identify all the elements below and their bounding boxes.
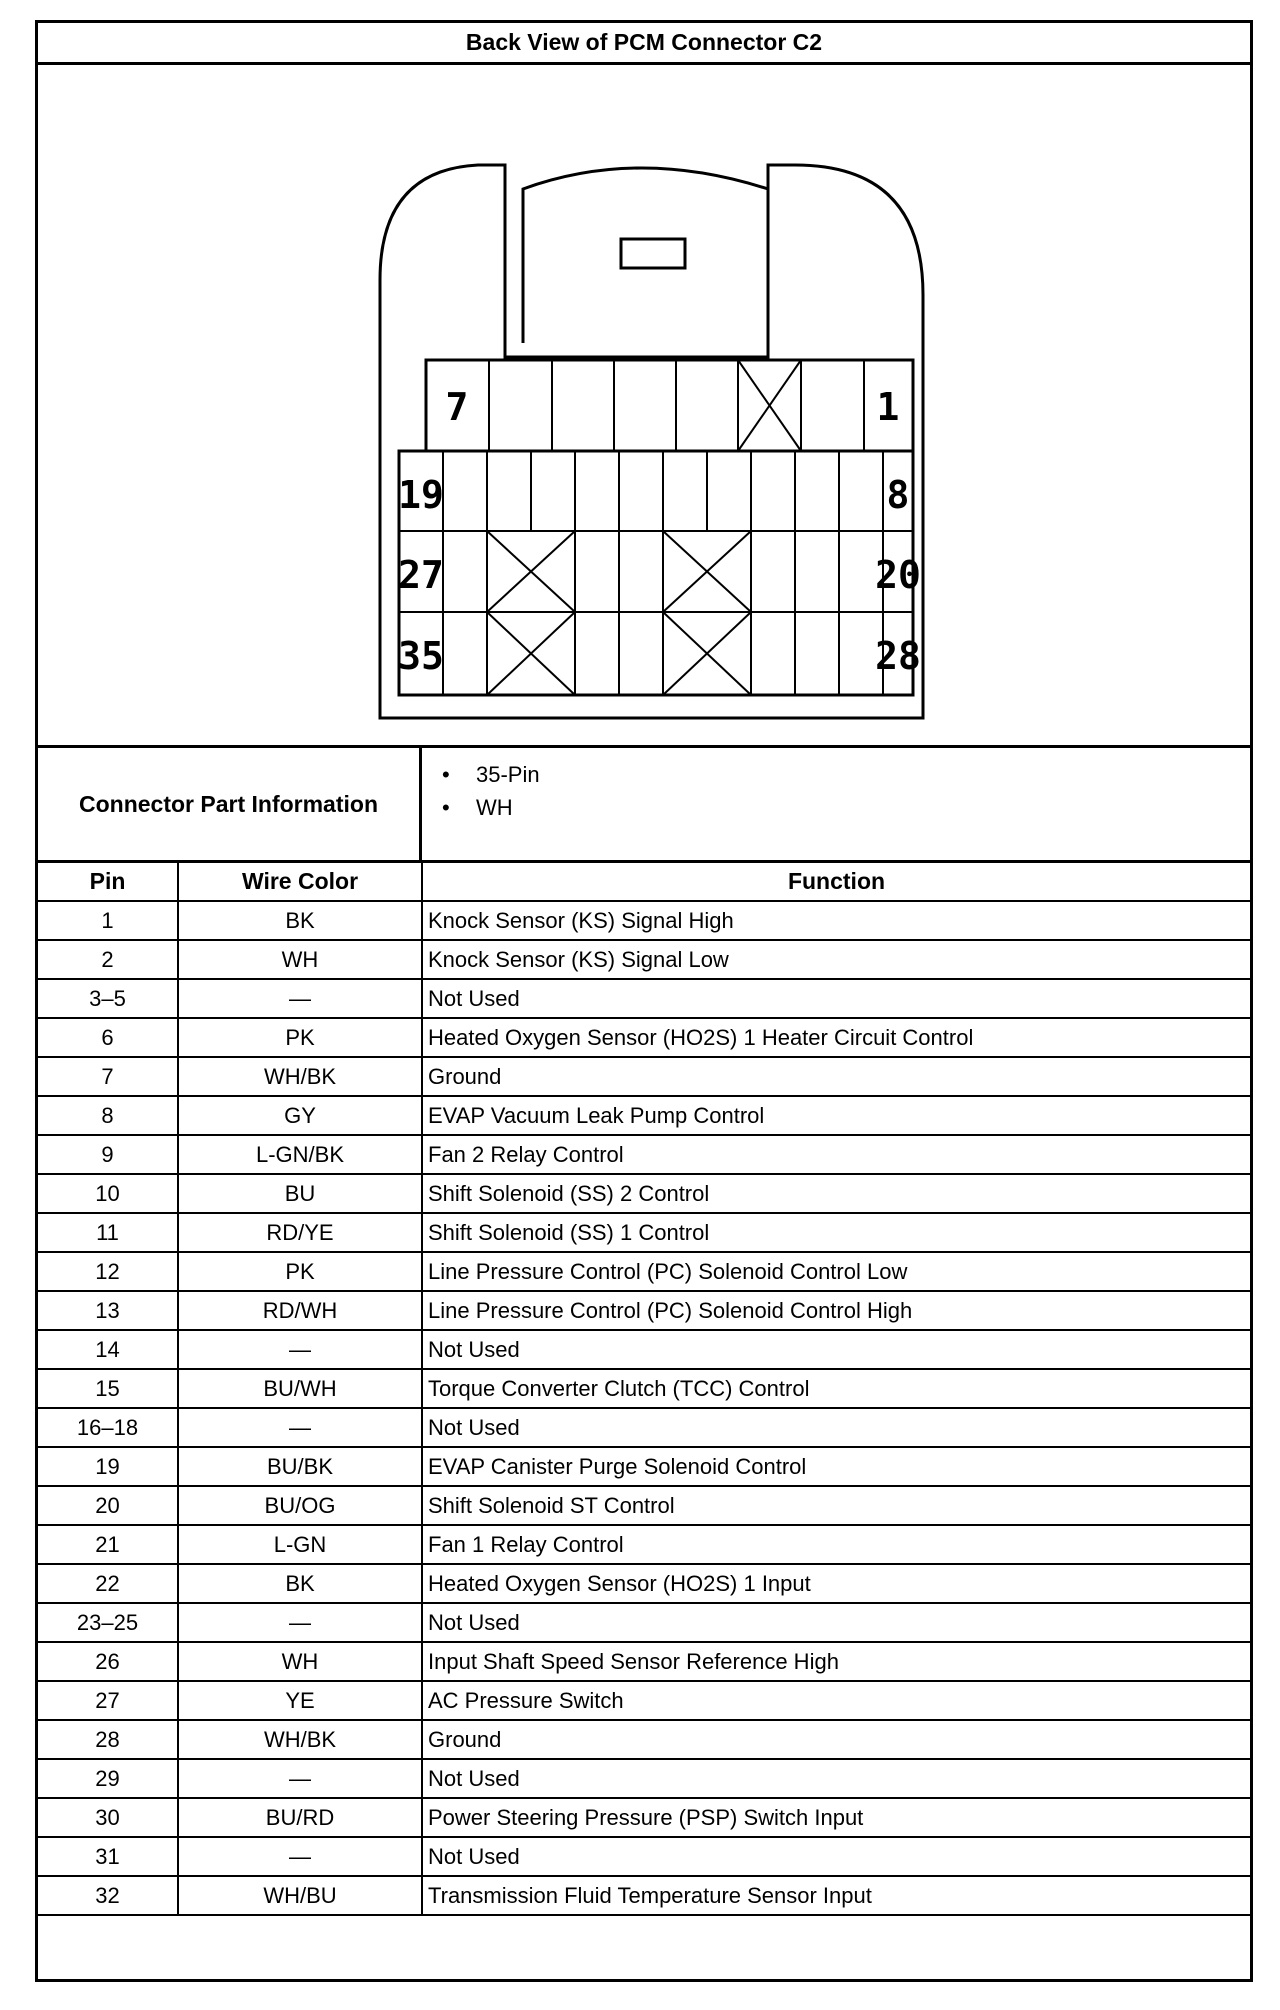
- table-row: [38, 1642, 1250, 1681]
- pin-cell: 29: [38, 1759, 178, 1798]
- table-row: [38, 1525, 1250, 1564]
- function-cell: Not Used: [422, 1837, 1250, 1876]
- function-cell: Ground: [422, 1057, 1250, 1096]
- connector-sheet: [35, 20, 1253, 1982]
- wire-color-cell: PK: [178, 1018, 422, 1057]
- header-pin: Pin: [38, 863, 178, 901]
- table-row: [38, 1174, 1250, 1213]
- function-cell: Not Used: [422, 1330, 1250, 1369]
- wire-color-cell: BU/RD: [178, 1798, 422, 1837]
- wire-color-cell: WH/BK: [178, 1057, 422, 1096]
- pin-cell: 10: [38, 1174, 178, 1213]
- table-header-row: [38, 863, 1250, 901]
- pin-cell: 13: [38, 1291, 178, 1330]
- pin-cell: 22: [38, 1564, 178, 1603]
- function-cell: AC Pressure Switch: [422, 1681, 1250, 1720]
- pin-cell: 9: [38, 1135, 178, 1174]
- wire-color-cell: WH: [178, 1642, 422, 1681]
- table-row: [38, 1252, 1250, 1291]
- function-cell: Not Used: [422, 1408, 1250, 1447]
- function-cell: Shift Solenoid ST Control: [422, 1486, 1250, 1525]
- function-cell: Shift Solenoid (SS) 1 Control: [422, 1213, 1250, 1252]
- pin-cell: 1: [38, 901, 178, 940]
- function-cell: Not Used: [422, 1759, 1250, 1798]
- part-info-item: • 35-Pin: [422, 758, 540, 791]
- table-row: [38, 901, 1250, 940]
- part-info-list: [422, 758, 540, 824]
- pin-label-1: 1: [876, 385, 900, 429]
- pin-cell: 3–5: [38, 979, 178, 1018]
- wire-color-cell: —: [178, 1330, 422, 1369]
- latch-slot: [621, 239, 685, 268]
- pin-label-20: 20: [875, 553, 921, 597]
- wire-color-cell: —: [178, 1408, 422, 1447]
- function-cell: Heated Oxygen Sensor (HO2S) 1 Input: [422, 1564, 1250, 1603]
- wire-color-cell: WH: [178, 940, 422, 979]
- function-cell: Power Steering Pressure (PSP) Switch Input: [422, 1798, 1250, 1837]
- pin-row-dividers: [399, 451, 913, 695]
- table-row: [38, 940, 1250, 979]
- pin-cell: 6: [38, 1018, 178, 1057]
- table-row: [38, 1135, 1250, 1174]
- pin-label-7: 7: [445, 385, 469, 429]
- function-cell: EVAP Canister Purge Solenoid Control: [422, 1447, 1250, 1486]
- latch-tab: [523, 168, 768, 343]
- table-row: [38, 1213, 1250, 1252]
- wire-color-cell: —: [178, 1759, 422, 1798]
- table-row: [38, 1681, 1250, 1720]
- function-cell: EVAP Vacuum Leak Pump Control: [422, 1096, 1250, 1135]
- function-cell: Fan 1 Relay Control: [422, 1525, 1250, 1564]
- table-row: [38, 1057, 1250, 1096]
- function-cell: Ground: [422, 1720, 1250, 1759]
- pin-cell: 28: [38, 1720, 178, 1759]
- wire-color-cell: BU: [178, 1174, 422, 1213]
- pin-table: [38, 863, 1250, 1916]
- table-row: [38, 1408, 1250, 1447]
- pin-cell: 11: [38, 1213, 178, 1252]
- wire-color-cell: WH/BK: [178, 1720, 422, 1759]
- pin-block-lower: [399, 451, 913, 695]
- pin-cell: 23–25: [38, 1603, 178, 1642]
- pin-row-top-dividers: [489, 360, 864, 451]
- function-cell: Torque Converter Clutch (TCC) Control: [422, 1369, 1250, 1408]
- function-cell: Heated Oxygen Sensor (HO2S) 1 Heater Circuit Control: [422, 1018, 1250, 1057]
- function-cell: Not Used: [422, 979, 1250, 1018]
- wire-color-cell: BK: [178, 1564, 422, 1603]
- wire-color-cell: PK: [178, 1252, 422, 1291]
- function-cell: Transmission Fluid Temperature Sensor Input: [422, 1876, 1250, 1915]
- table-row: [38, 1876, 1250, 1915]
- part-info-item: • WH: [422, 791, 540, 824]
- connector-diagram: [38, 65, 1250, 748]
- pin-cell: 7: [38, 1057, 178, 1096]
- function-cell: Line Pressure Control (PC) Solenoid Control Low: [422, 1252, 1250, 1291]
- pin-cell: 31: [38, 1837, 178, 1876]
- part-info-label: Connector Part Information: [38, 748, 422, 860]
- pin-cell: 20: [38, 1486, 178, 1525]
- page-title: Back View of PCM Connector C2: [38, 23, 1250, 65]
- table-row: [38, 1837, 1250, 1876]
- wire-color-cell: L-GN: [178, 1525, 422, 1564]
- function-cell: Fan 2 Relay Control: [422, 1135, 1250, 1174]
- wire-color-cell: —: [178, 979, 422, 1018]
- wire-color-cell: GY: [178, 1096, 422, 1135]
- function-cell: Not Used: [422, 1603, 1250, 1642]
- pin-cell: 2: [38, 940, 178, 979]
- pin-cell: 8: [38, 1096, 178, 1135]
- function-cell: Knock Sensor (KS) Signal Low: [422, 940, 1250, 979]
- wire-color-cell: —: [178, 1603, 422, 1642]
- table-row: [38, 1759, 1250, 1798]
- connector-drawing: [38, 65, 1250, 748]
- table-row: [38, 1291, 1250, 1330]
- pin-cell: 21: [38, 1525, 178, 1564]
- wire-color-cell: YE: [178, 1681, 422, 1720]
- pin-cell: 26: [38, 1642, 178, 1681]
- wire-color-cell: BU/WH: [178, 1369, 422, 1408]
- pin-label-35: 35: [398, 634, 444, 678]
- table-row: [38, 1018, 1250, 1057]
- pin-row-top: [426, 360, 913, 451]
- pin-label-19: 19: [398, 473, 444, 517]
- plugged-cavity-top: [738, 360, 801, 451]
- pin-cell: 16–18: [38, 1408, 178, 1447]
- wire-color-cell: L-GN/BK: [178, 1135, 422, 1174]
- table-row: [38, 1603, 1250, 1642]
- function-cell: Knock Sensor (KS) Signal High: [422, 901, 1250, 940]
- connector-part-info: [38, 748, 1250, 863]
- pin-cell: 12: [38, 1252, 178, 1291]
- pin-cell: 15: [38, 1369, 178, 1408]
- table-body: [38, 901, 1250, 1915]
- table-row: [38, 1096, 1250, 1135]
- pin-cell: 27: [38, 1681, 178, 1720]
- pin-cell: 30: [38, 1798, 178, 1837]
- table-row: [38, 1798, 1250, 1837]
- pin-cell: 32: [38, 1876, 178, 1915]
- pin-label-27: 27: [398, 553, 444, 597]
- table-row: [38, 1369, 1250, 1408]
- pin-label-8: 8: [886, 473, 910, 517]
- table-row: [38, 1447, 1250, 1486]
- pin-cell: 19: [38, 1447, 178, 1486]
- table-row: [38, 1330, 1250, 1369]
- header-function: Function: [422, 863, 1250, 901]
- table-row: [38, 979, 1250, 1018]
- housing-outline: [380, 165, 923, 718]
- header-wire-color: Wire Color: [178, 863, 422, 901]
- function-cell: Shift Solenoid (SS) 2 Control: [422, 1174, 1250, 1213]
- wire-color-cell: WH/BU: [178, 1876, 422, 1915]
- function-cell: Input Shaft Speed Sensor Reference High: [422, 1642, 1250, 1681]
- table-row: [38, 1564, 1250, 1603]
- function-cell: Line Pressure Control (PC) Solenoid Control High: [422, 1291, 1250, 1330]
- table-row: [38, 1720, 1250, 1759]
- wire-color-cell: —: [178, 1837, 422, 1876]
- table-row: [38, 1486, 1250, 1525]
- wire-color-cell: BK: [178, 901, 422, 940]
- pin-label-28: 28: [875, 634, 921, 678]
- wire-color-cell: BU/BK: [178, 1447, 422, 1486]
- wire-color-cell: RD/WH: [178, 1291, 422, 1330]
- wire-color-cell: RD/YE: [178, 1213, 422, 1252]
- pin-cell: 14: [38, 1330, 178, 1369]
- wire-color-cell: BU/OG: [178, 1486, 422, 1525]
